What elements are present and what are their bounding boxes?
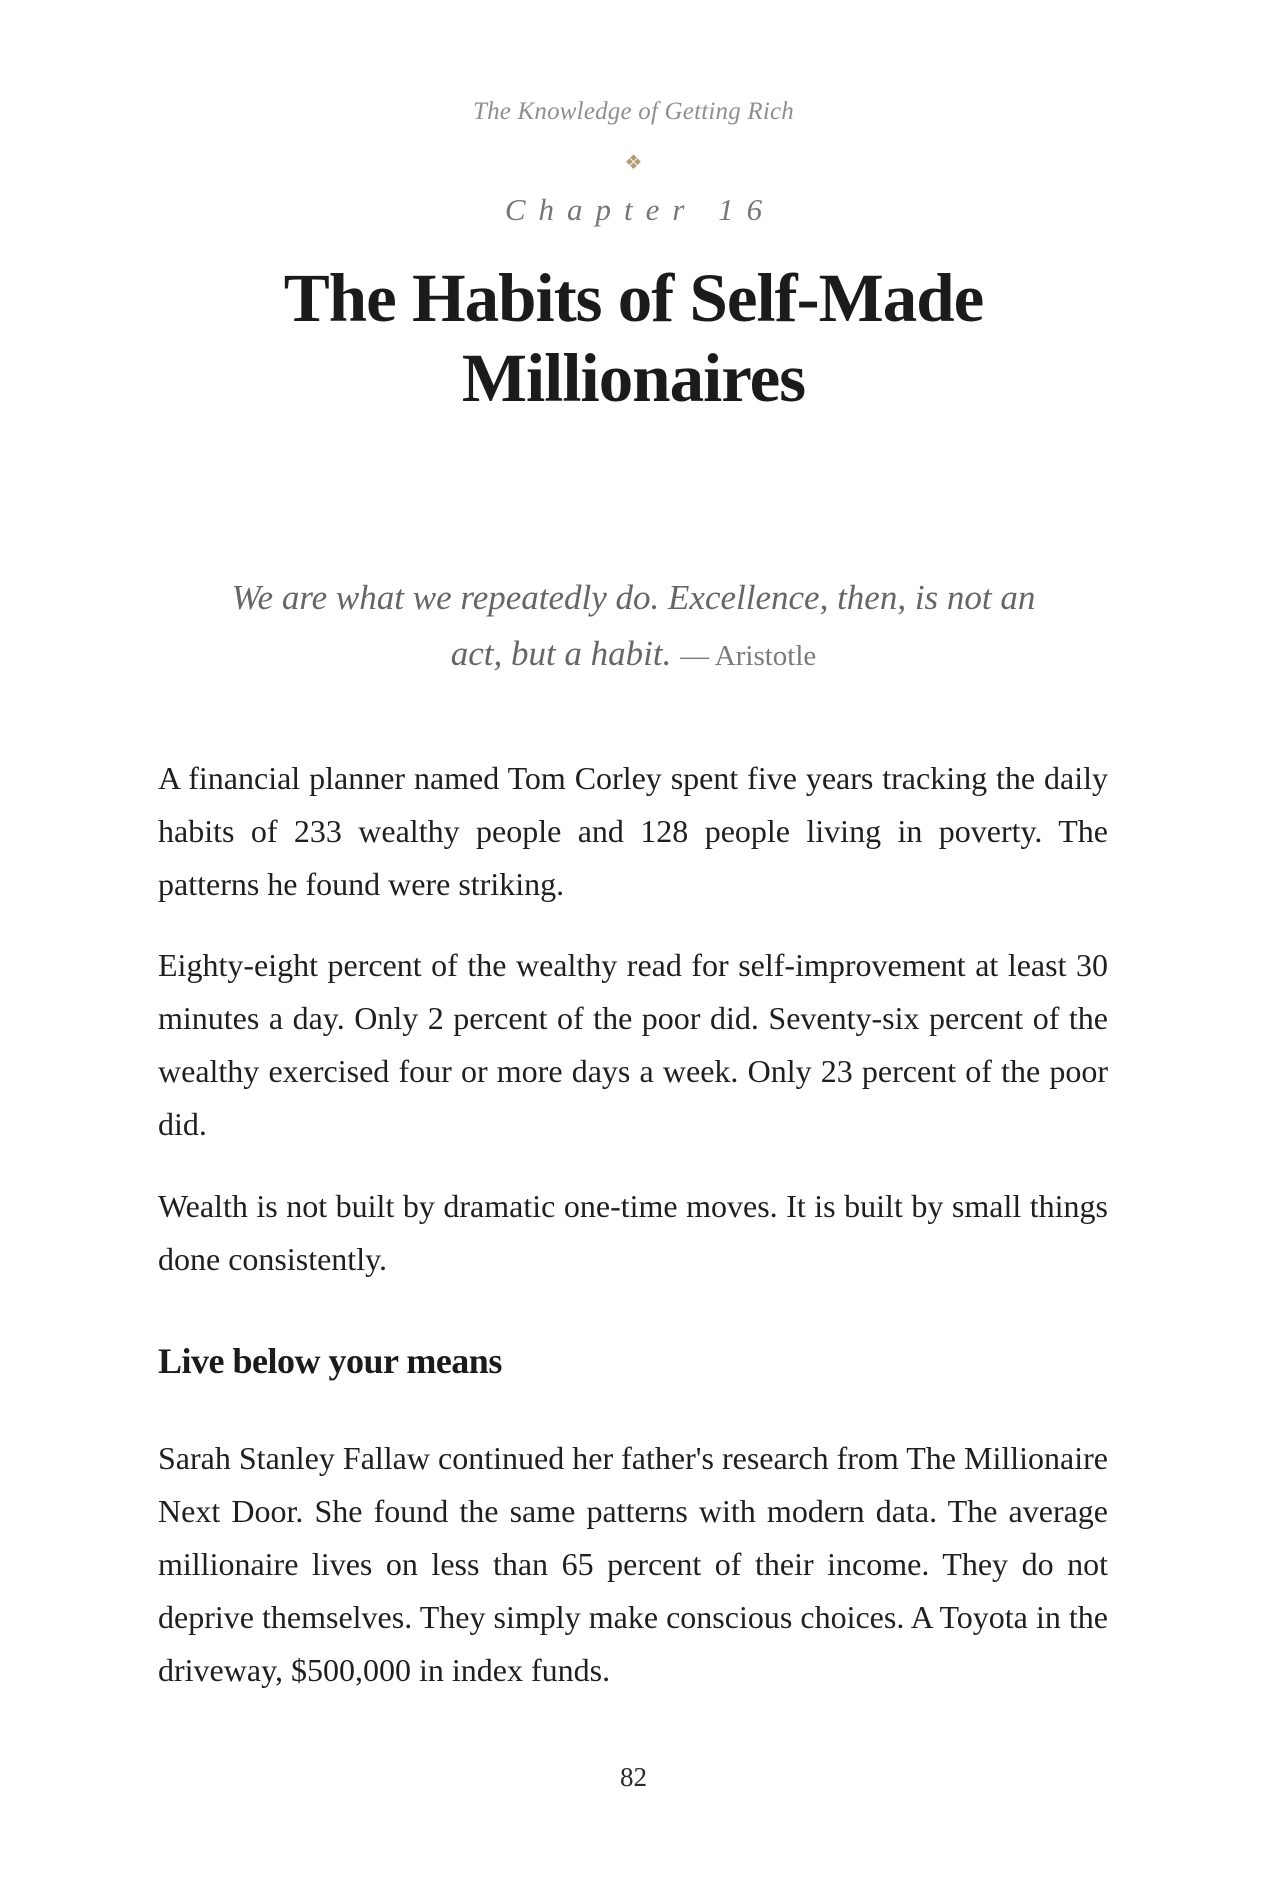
epigraph-attribution: — Aristotle: [680, 640, 817, 672]
section-paragraph: Sarah Stanley Fallaw continued her father's research from The Millionaire Next Door. She found the same patterns with modern data. The average millionaire lives on less than 65 percent of their income. They do not deprive themselves. They simply make conscious choices. A Toyota in the driveway, $500,000 in index funds.: [158, 1440, 1108, 1688]
chapter-title: The Habits of Self-Made Millionaires: [283, 260, 984, 416]
chapter-label: Chapter 16: [504, 192, 776, 227]
running-head: The Knowledge of Getting Rich: [472, 98, 795, 125]
body-paragraph: Eighty-eight percent of the wealthy read for self-improvement at least 30 minutes a day. Only 2 percent of the poor did. Seventy-six percent of the wealthy exercised four or more days a week. Only 23 percent of the poor did.: [158, 947, 1108, 1142]
body-paragraph: A financial planner named Tom Corley spent five years tracking the daily habits of 233 wealthy people and 128 people living in poverty. The patterns he found were striking.: [158, 760, 1108, 902]
body-paragraph: Wealth is not built by dramatic one-time moves. It is built by small things done consistently.: [158, 1188, 1108, 1277]
page-number: 82: [620, 1762, 647, 1792]
epigraph: [230, 570, 1037, 684]
fleuron-ornament-icon: ❖: [624, 150, 643, 174]
section-heading: Live below your means: [158, 1341, 502, 1381]
epigraph-quote: We are what we repeatedly do. Excellence, then, is not an act, but a habit.: [231, 578, 1036, 673]
